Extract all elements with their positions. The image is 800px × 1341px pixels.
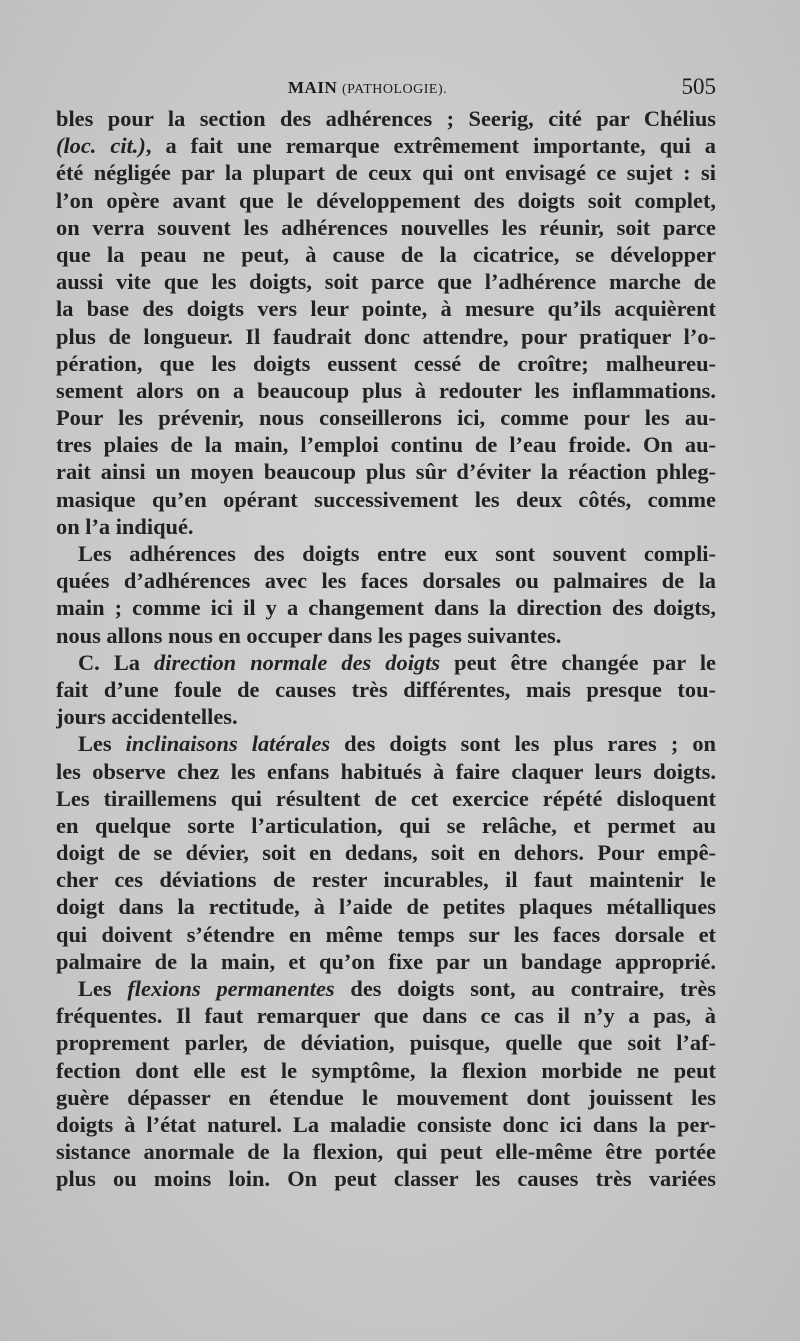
text-line: jours accidentelles.	[56, 704, 238, 730]
text-line: doigts à l’état naturel. La maladie consiste donc ici dans la per-	[56, 1111, 716, 1137]
text-line: les observe chez les enfans habitués à faire claquer leurs doigts.	[56, 758, 716, 784]
italic-reference: (loc. cit.)	[56, 133, 146, 159]
text-line: pération, que les doigts eussent cessé de croître; malheureu-	[56, 350, 716, 376]
text-line: on l’a indiqué.	[56, 513, 194, 539]
text-line: la base des doigts vers leur pointe, à mesure qu’ils acquièrent	[56, 296, 716, 322]
header-title-main: MAIN	[288, 78, 338, 97]
text-line: Les adhérences des doigts entre eux sont souvent compli-	[78, 541, 716, 566]
italic-term: inclinaisons latérales	[125, 731, 331, 757]
text-line: que la peau ne peut, à cause de la cicatrice, se développer	[56, 241, 716, 267]
text-line: doigt dans la rectitude, à l’aide de petites plaques métalliques	[56, 894, 716, 920]
text-line: C. La direction normale des doigts peut être changée par le	[78, 649, 716, 675]
text-line: qui doivent s’étendre en même temps sur les faces dorsale et	[56, 921, 716, 947]
text-line: en quelque sorte l’articulation, qui se relâche, et permet au	[56, 812, 716, 838]
text-line: fréquentes. Il faut remarquer que dans ce cas il n’y a pas, à	[56, 1003, 716, 1029]
text-line: été négligée par la plupart de ceux qui ont envisagé ce sujet : si	[56, 160, 716, 186]
body-text	[56, 105, 716, 1193]
page-number: 505	[681, 74, 716, 99]
text-line: palmaire de la main, et qu’on fixe par un bandage approprié.	[56, 948, 716, 974]
text-line: bles pour la section des adhérences ; Seerig, cité par Chélius	[56, 106, 716, 131]
text-line: rait ainsi un moyen beaucoup plus sûr d’éviter la réaction phleg-	[56, 459, 716, 485]
text-line: plus de longueur. Il faudrait donc attendre, pour pratiquer l’o-	[56, 323, 716, 349]
text-line: plus ou moins loin. On peut classer les causes très variées	[56, 1166, 716, 1192]
italic-term: direction normale des doigts	[154, 649, 441, 675]
header-title	[288, 78, 447, 98]
text-line: aussi vite que les doigts, soit parce que l’adhérence marche de	[56, 269, 716, 295]
text-line: (loc. cit.), a fait une remarque extrêmement importante, qui a	[56, 133, 716, 159]
text-line: proprement parler, de déviation, puisque, quelle que soit l’af-	[56, 1030, 716, 1056]
text-line: guère dépasser en étendue le mouvement dont jouissent les	[56, 1084, 716, 1110]
text-line: sistance anormale de la flexion, qui peut elle-même être portée	[56, 1139, 716, 1165]
text-line: nous allons nous en occuper dans les pages suivantes.	[56, 622, 562, 648]
text-line: main ; comme ici il y a changement dans la direction des doigts,	[56, 595, 716, 621]
text-line: Les tiraillemens qui résultent de cet exercice répété disloquent	[56, 785, 716, 811]
header-title-paren: (PATHOLOGIE).	[341, 82, 448, 97]
text-line: on verra souvent les adhérences nouvelles les réunir, soit parce	[56, 214, 716, 240]
text-line: tres plaies de la main, l’emploi continu de l’eau froide. On au-	[56, 432, 716, 458]
text-line: fait d’une foule de causes très différentes, mais presque tou-	[56, 676, 716, 702]
text-line: Les flexions permanentes des doigts sont, au contraire, très	[78, 976, 716, 1001]
text-line: Pour les prévenir, nous conseillerons ici, comme pour les au-	[56, 405, 716, 431]
italic-term: flexions permanentes	[127, 976, 335, 1001]
text-line: masique qu’en opérant successivement les deux côtés, comme	[56, 486, 716, 512]
text-line: quées d’adhérences avec les faces dorsales ou palmaires de la	[56, 568, 716, 594]
text-line: fection dont elle est le symptôme, la flexion morbide ne peut	[56, 1057, 716, 1083]
text-line: sement alors on a beaucoup plus à redouter les inflammations.	[56, 377, 716, 403]
text-line: doigt de se dévier, soit en dedans, soit en dehors. Pour empê-	[56, 840, 716, 866]
running-header	[56, 74, 716, 100]
text-line: l’on opère avant que le développement des doigts soit complet,	[56, 187, 716, 213]
text-line: Les inclinaisons latérales des doigts sont les plus rares ; on	[78, 731, 716, 757]
text-line: cher ces déviations de rester incurables, il faut maintenir le	[56, 867, 716, 893]
